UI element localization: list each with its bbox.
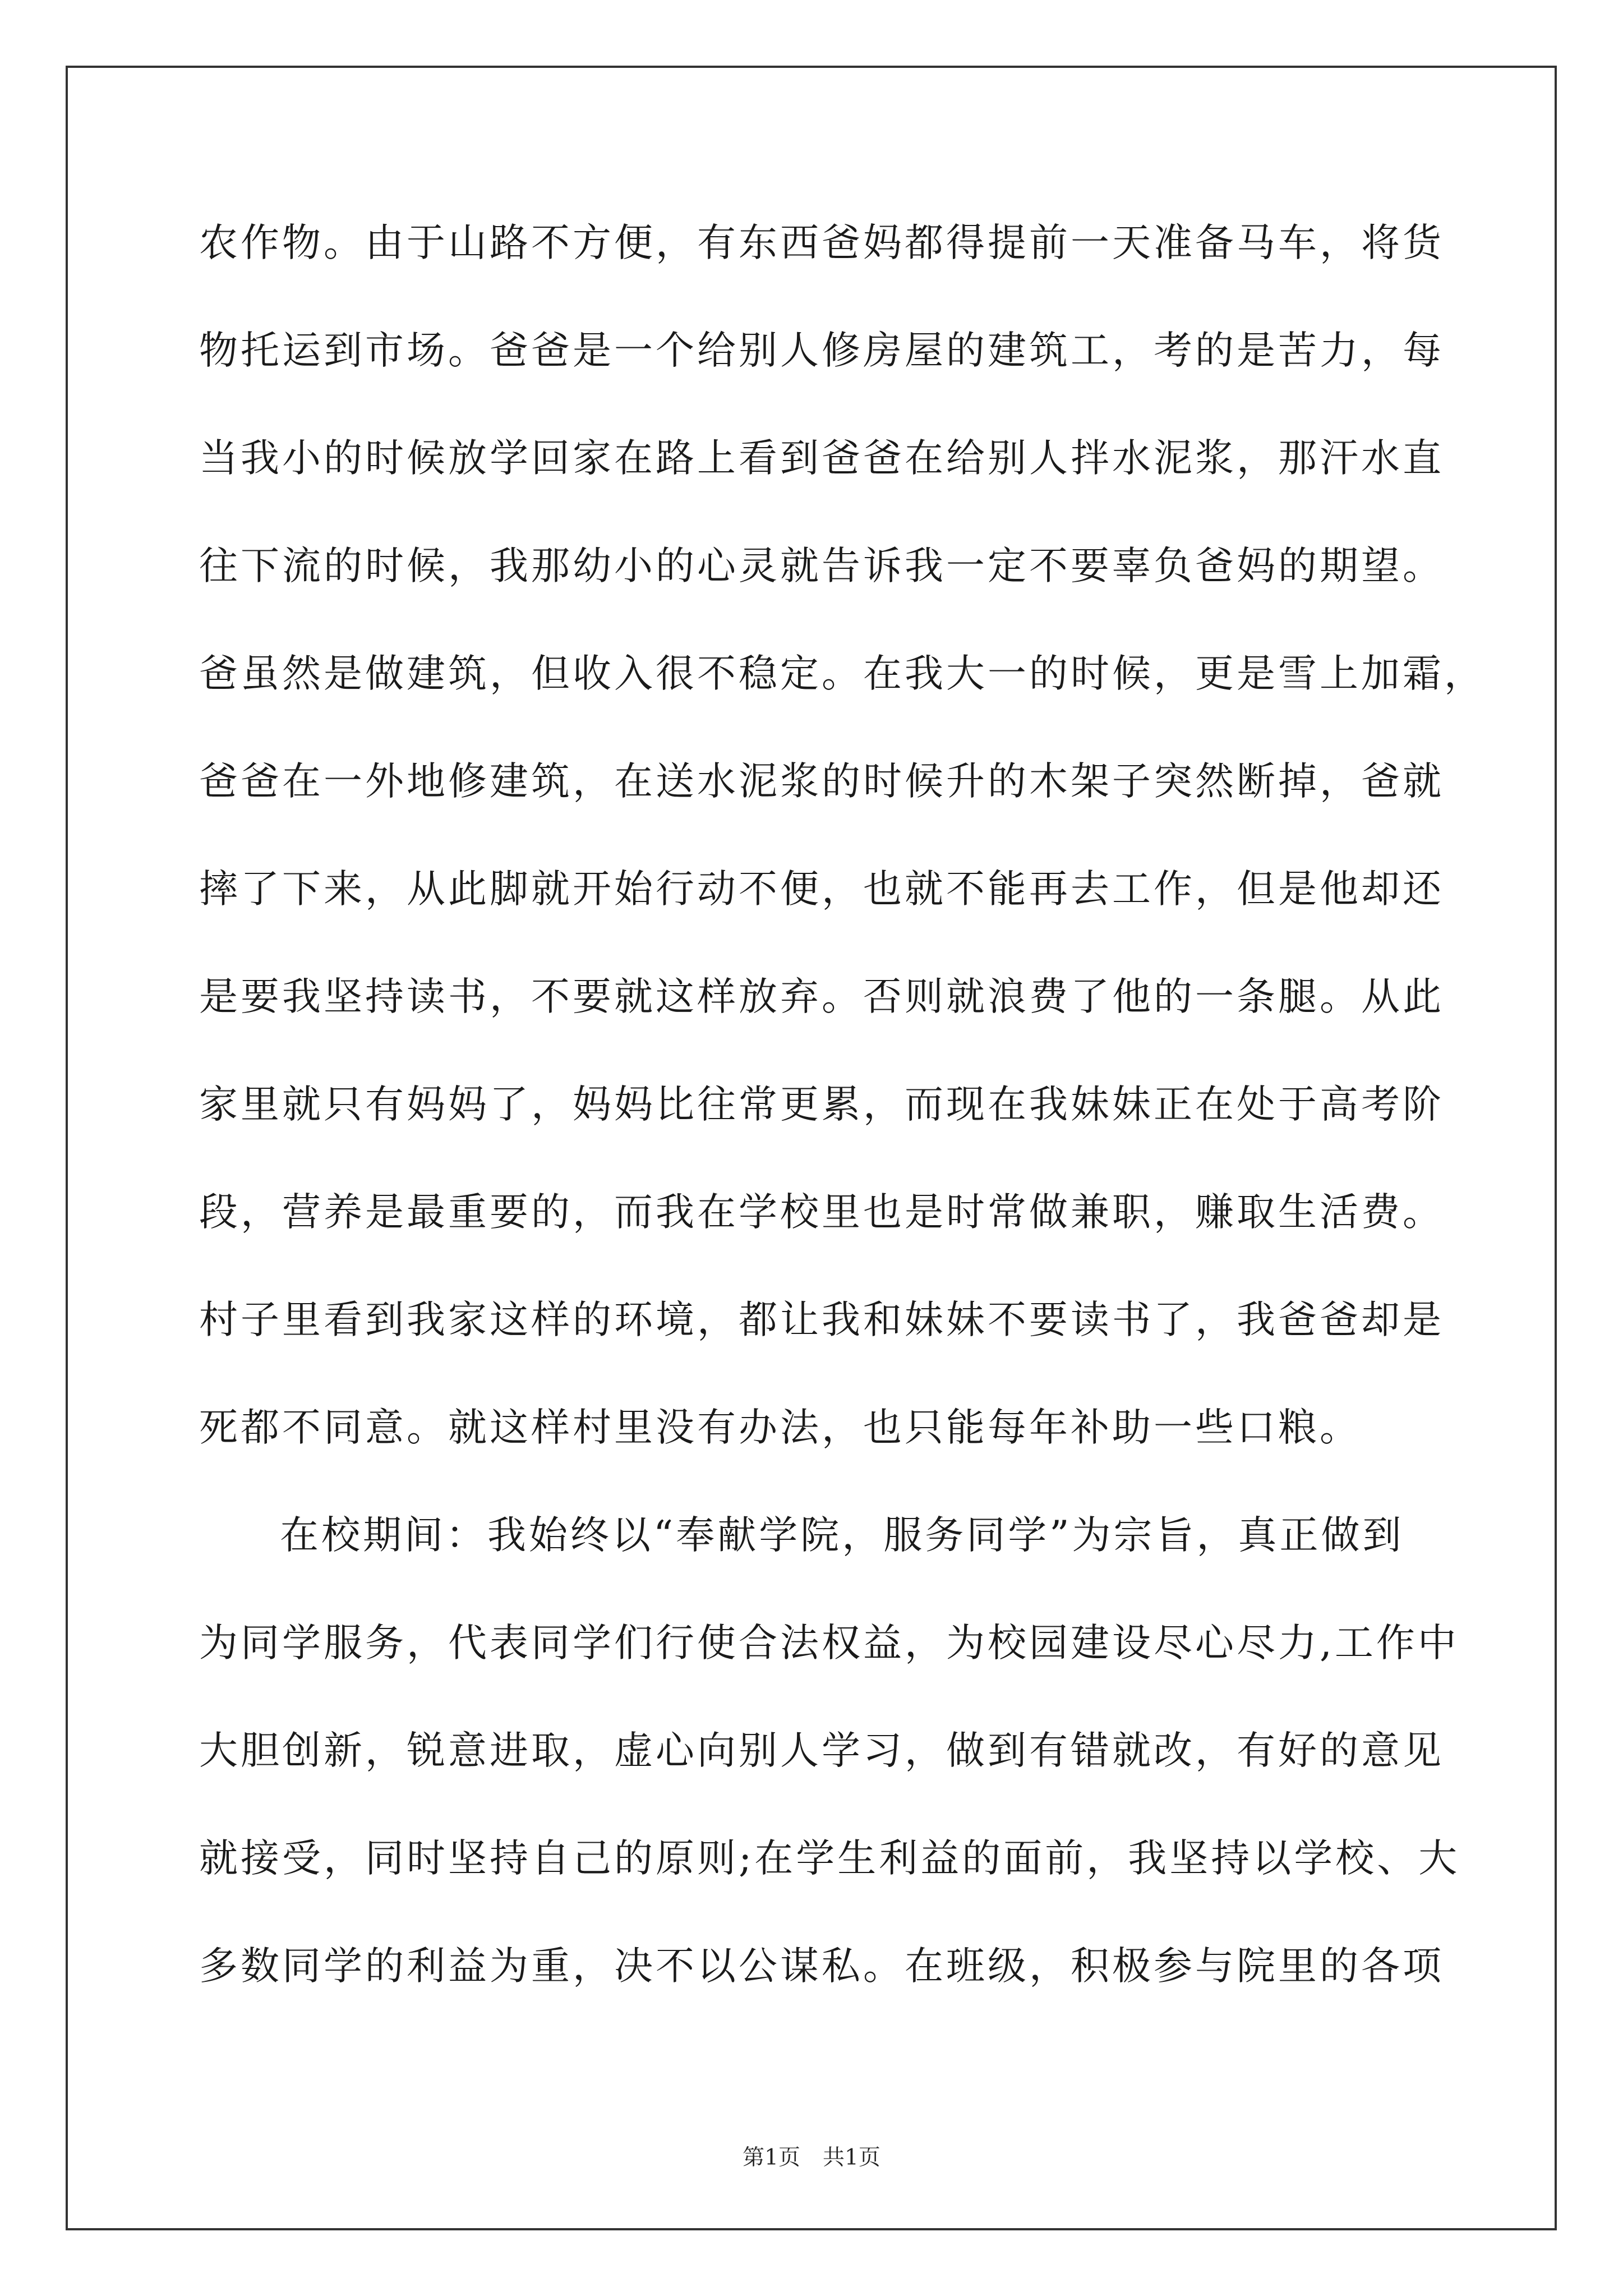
text-line: 当我小的时候放学回家在路上看到爸爸在给别人拌水泥浆，那汗水直 <box>199 436 1444 481</box>
text-line: 死都不同意。就这样村里没有办法，也只能每年补助一些口粮。 <box>199 1405 1361 1450</box>
page-number: 第1页 <box>743 2145 800 2170</box>
text-line: 段，营养是最重要的，而我在学校里也是时常做兼职，赚取生活费。 <box>199 1190 1444 1235</box>
text-line: 爸爸在一外地修建筑，在送水泥浆的时候升的木架子突然断掉，爸就 <box>199 759 1444 804</box>
text-line: 物托运到市场。爸爸是一个给别人修房屋的建筑工，考的是苦力，每 <box>199 328 1444 373</box>
text-line: 家里就只有妈妈了，妈妈比往常更累，而现在我妹妹正在处于高考阶 <box>199 1082 1444 1127</box>
text-line: 往下流的时候，我那幼小的心灵就告诉我一定不要辜负爸妈的期望。 <box>199 544 1444 588</box>
text-line: 摔了下来，从此脚就开始行动不便，也就不能再去工作，但是他却还 <box>199 867 1444 912</box>
text-line: 是要我坚持读书，不要就这样放弃。否则就浪费了他的一条腿。从此 <box>199 974 1444 1019</box>
text-line: 为同学服务，代表同学们行使合法权益，为校园建设尽心尽力,工作中 <box>199 1621 1459 1665</box>
page-total: 共1页 <box>823 2145 880 2170</box>
text-line: 村子里看到我家这样的环境，都让我和妹妹不要读书了，我爸爸却是 <box>199 1297 1444 1342</box>
text-line: 大胆创新，锐意进取，虚心向别人学习，做到有错就改，有好的意见 <box>199 1728 1444 1773</box>
text-line-paragraph-start: 在校期间：我始终以“奉献学院，服务同学”为宗旨，真正做到 <box>280 1513 1404 1558</box>
text-line: 农作物。由于山路不方便，有东西爸妈都得提前一天准备马车，将货 <box>199 220 1444 265</box>
text-line: 爸虽然是做建筑，但收入很不稳定。在我大一的时候，更是雪上加霜， <box>199 651 1486 696</box>
text-line: 就接受，同时坚持自己的原则;在学生利益的面前，我坚持以学校、大 <box>199 1836 1460 1881</box>
page-footer <box>0 2140 1623 2171</box>
body-text <box>199 216 1486 2047</box>
text-line: 多数同学的利益为重，决不以公谋私。在班级，积极参与院里的各项 <box>199 1944 1444 1989</box>
